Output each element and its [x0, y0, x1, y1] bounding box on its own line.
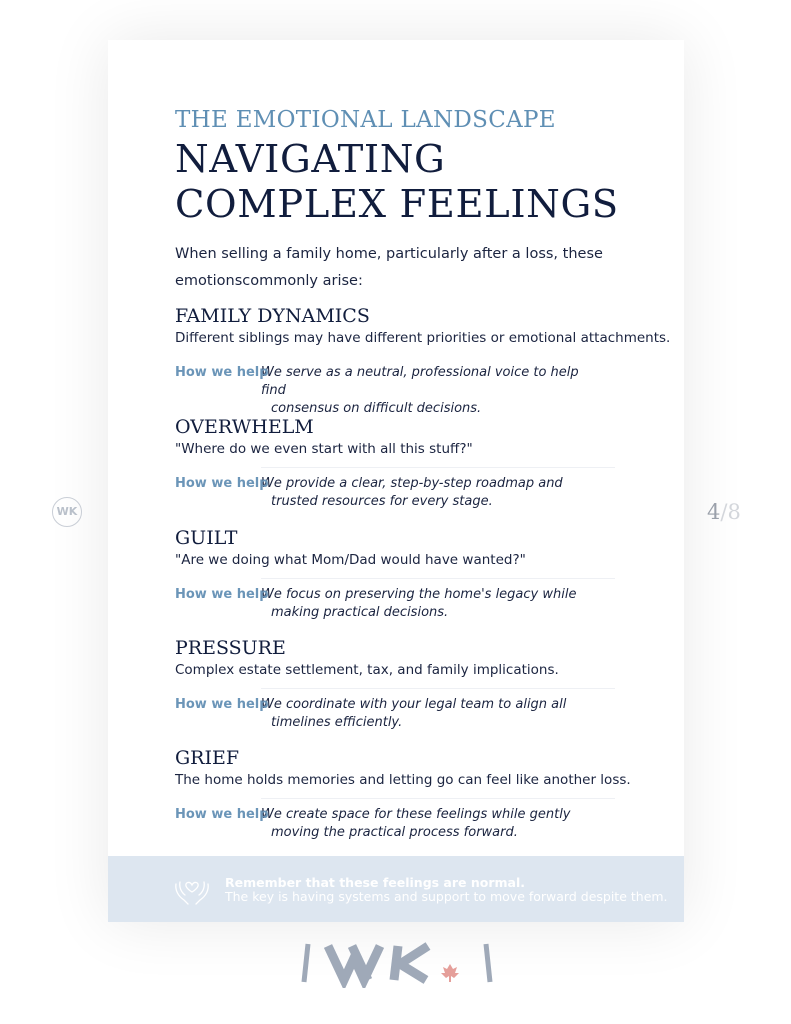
divider: [261, 688, 615, 689]
section-title: PRESSURE: [175, 637, 286, 659]
how-we-help-label: How we help: [175, 587, 269, 602]
how-we-help: [175, 364, 655, 418]
divider: [261, 467, 615, 468]
section-description: Complex estate settlement, tax, and family implications.: [175, 662, 559, 678]
wk-brand-logo: [300, 938, 495, 988]
how-we-help-text: [261, 696, 606, 732]
intro-text: When selling a family home, particularly after a loss, these emotionscommonly arise:: [175, 246, 603, 289]
hands-heart-icon: [172, 872, 212, 906]
page-content: [175, 106, 655, 295]
help-line-1: We create space for these feelings while gently: [261, 807, 571, 822]
callout-banner: [108, 856, 684, 922]
title-line-1: NAVIGATING: [175, 137, 446, 182]
help-line-2: timelines efficiently.: [271, 715, 403, 730]
divider: [261, 798, 615, 799]
section-description: "Where do we even start with all this stuff?": [175, 441, 473, 457]
how-we-help-text: [261, 806, 606, 842]
section-description: Different siblings may have different priorities or emotional attachments.: [175, 330, 671, 346]
help-line-2: moving the practical process forward.: [271, 825, 518, 840]
section-title: GRIEF: [175, 747, 240, 769]
page-title: [175, 137, 655, 227]
how-we-help-text: [261, 586, 606, 622]
how-we-help-label: How we help: [175, 697, 269, 712]
wk-circle-logo: WK: [52, 497, 82, 527]
help-line-1: We coordinate with your legal team to align all: [261, 697, 567, 712]
page-card: [108, 40, 684, 922]
section-title: FAMILY DYNAMICS: [175, 305, 370, 327]
how-we-help-text: [261, 364, 606, 418]
how-we-help-text: [261, 475, 606, 511]
how-we-help-label: How we help: [175, 365, 269, 380]
how-we-help-label: How we help: [175, 807, 269, 822]
page-separator: /: [720, 500, 728, 524]
how-we-help-label: How we help: [175, 476, 269, 491]
divider: [261, 578, 615, 579]
callout-text: The key is having systems and support to move forward despite them.: [225, 889, 668, 904]
eyebrow-heading: THE EMOTIONAL LANDSCAPE: [175, 107, 556, 133]
callout-heading: Remember that these feelings are normal.: [225, 875, 526, 890]
section-pressure: [175, 637, 655, 732]
help-line-1: We serve as a neutral, professional voice to help find: [261, 365, 579, 398]
how-we-help: [175, 806, 655, 842]
how-we-help: [175, 475, 655, 511]
section-overwhelm: [175, 416, 655, 511]
page-indicator: [707, 500, 741, 524]
section-guilt: [175, 527, 655, 622]
current-page: 4: [707, 500, 721, 524]
total-pages: 8: [727, 500, 741, 524]
how-we-help: [175, 696, 655, 732]
title-line-2: COMPLEX FEELINGS: [175, 182, 619, 227]
how-we-help: [175, 586, 655, 622]
section-title: GUILT: [175, 527, 238, 549]
section-family-dynamics: [175, 305, 671, 418]
section-description: The home holds memories and letting go can feel like another loss.: [175, 772, 631, 788]
help-line-1: We focus on preserving the home's legacy while: [261, 587, 577, 602]
section-description: "Are we doing what Mom/Dad would have wanted?": [175, 552, 526, 568]
section-grief: [175, 747, 655, 842]
help-line-1: We provide a clear, step-by-step roadmap and: [261, 476, 563, 491]
section-title: OVERWHELM: [175, 416, 314, 438]
help-line-2: trusted resources for every stage.: [271, 494, 493, 509]
help-line-2: making practical decisions.: [271, 605, 449, 620]
help-line-2: consensus on difficult decisions.: [271, 401, 482, 416]
